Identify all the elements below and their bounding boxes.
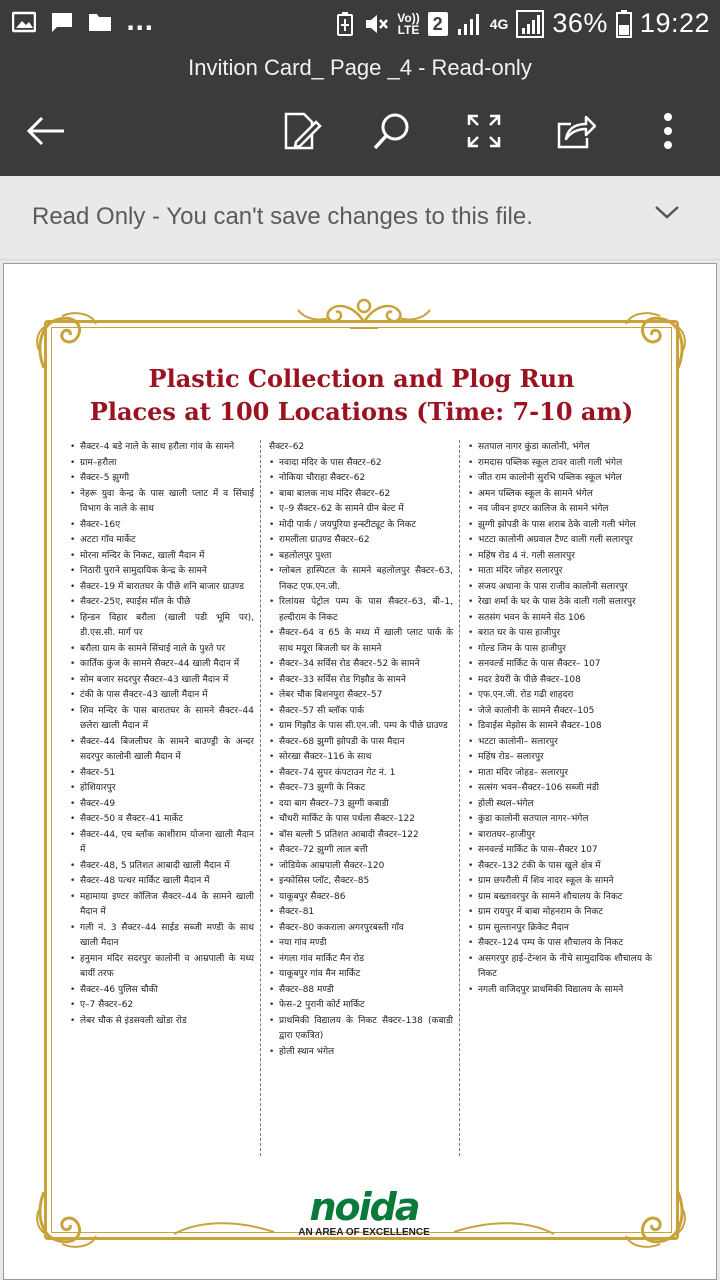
document-title: Invition Card_ Page _4 - Read-only <box>188 55 532 80</box>
share-button[interactable] <box>550 105 602 157</box>
location-item: • होली स्थान भंगेल <box>269 1045 453 1061</box>
location-item: • होली स्थल–भंगेल <box>468 797 652 813</box>
location-item: • हिन्डन विहार बरौला (खाली पडी भूमि पर), डी.एस.सी. मार्ग पर <box>70 611 254 642</box>
location-item: • सैक्टर–44, एच ब्लॉक काशीराम योजना खाली मैदान में <box>70 828 254 859</box>
message-icon <box>50 10 74 34</box>
location-item: • सैक्टर–74 सुपर कंपटाउन गेट नं. 1 <box>269 766 453 782</box>
location-item: • ग्राम–हरौला <box>70 456 254 472</box>
location-item: • सैक्टर–44 बिजलीघर के सामने बाउण्ड्री के अन्दर सदरपुर कालोनी खाली मैदान में <box>70 735 254 766</box>
battery-icon <box>616 10 632 38</box>
location-item: • सैक्टर–4 बडे नाले के साथ हरौला गांव के सामने <box>70 440 254 456</box>
location-item: • रामदास पब्लिक स्कूल टावर वाली गली भंगेल <box>468 456 652 472</box>
location-item: • लेबर चौक बिशनपुरा सैक्टर–57 <box>269 688 453 704</box>
location-item: • सैक्टर–80 ककराला अगरपुरबस्ती गॉव <box>269 921 453 937</box>
more-vert-icon <box>663 112 673 150</box>
location-item: • सैक्टर–64 व 65 के मध्य में खाली प्लाट पार्क के साथ मयूरा बिजली घर के सामने <box>269 626 453 657</box>
heading-line-1: Plastic Collection and Plog Run <box>148 364 575 393</box>
clock: 19:22 <box>639 8 710 38</box>
location-item: • बहलोलपुर पुश्ता <box>269 549 453 565</box>
location-item: • सैक्टर–51 <box>70 766 254 782</box>
location-item: • सैक्टर–88 मण्डी <box>269 983 453 999</box>
read-only-banner <box>0 176 720 260</box>
location-item: • असगरपुर हाई–टेन्शन के नीचे सामुदायिक शौचालय के निकट <box>468 952 652 983</box>
location-item: • नंगला गांव मार्किट मैन रोड <box>269 952 453 968</box>
location-item: • सनवर्ल्ड मार्किट के पास–सैक्टर 107 <box>468 843 652 859</box>
gallery-icon <box>12 11 36 33</box>
location-item: • नगली वाजिदपुर प्राथमिकी विद्यालय के सामने <box>468 983 652 999</box>
location-item: • गोल्ड जिम के पास हाजीपुर <box>468 642 652 658</box>
location-item: • भटटा कालोनी अग्रवाल टैण्ट वाली गली सलारपुर <box>468 533 652 549</box>
location-item: • डिवाईस मेझोस के सामने सैक्टर–108 <box>468 719 652 735</box>
fullscreen-button[interactable] <box>458 105 510 157</box>
battery-percent: 36% <box>552 8 608 38</box>
location-item: • सैक्टर–33 सर्विस रोड गिझौड के सामने <box>269 673 453 689</box>
status-bar <box>0 0 720 50</box>
location-item: • बॉस बल्ली 5 प्रतिशत आबादी सैक्टर–122 <box>269 828 453 844</box>
location-item: • नेहरू युवा केन्द्र के पास खाली प्लाट में व सिंचाई विभाग के नाले के साथ <box>70 487 254 518</box>
location-item: • ग्राम गिझौड के पास सी.एन.जी. पम्प के पीछे ग्राउण्ड <box>269 719 453 735</box>
fullscreen-icon <box>466 113 502 149</box>
location-item: • जेजे कालोनी के सामने सैक्टर–105 <box>468 704 652 720</box>
location-item: • ग्राम बख्तावरपुर के सामने शौचालय के निकट <box>468 890 652 906</box>
location-item: सैक्टर–62 <box>269 442 305 452</box>
heading-line-2: Places at 100 Locations (Time: 7-10 am) <box>89 397 634 426</box>
volte-indicator: Vo)) LTE <box>397 10 420 37</box>
location-item: • ग्राम छपरौली में शिव नादर स्कूल के सामने <box>468 874 652 890</box>
edit-document-icon <box>282 110 322 152</box>
location-item: • महिंष रोड– सलारपुर <box>468 750 652 766</box>
search-icon <box>372 111 412 151</box>
location-item: • माता मंदिर जोहर सलारपुर <box>468 564 652 580</box>
location-item: • लेबर चौक से इंडसवली खोडा रोड <box>70 1014 254 1030</box>
system-status <box>335 8 710 39</box>
sim-badge: 2 <box>428 12 448 36</box>
location-item: • सैक्टर–49 <box>70 797 254 813</box>
location-item: • हनुमान मंदिर सदरपुर कालोनी व आम्रपाली के मध्य बायीं तरफ <box>70 952 254 983</box>
location-item: • अमन पब्लिक स्कूल के सामने भंगेल <box>468 487 652 503</box>
search-button[interactable] <box>366 105 418 157</box>
location-item: • मोरना मन्दिर के निकट, खाली मैदान में <box>70 549 254 565</box>
location-item: • सैक्टर–124 पम्प के पास शौचालय के निकट <box>468 936 652 952</box>
location-item: • नोकिया चौराहा सैक्टर–62 <box>269 471 453 487</box>
logo-tagline: AN AREA OF EXCELLENCE <box>298 1227 430 1238</box>
location-item: • सैक्टर–68 झुग्गी झोपडी के पास मैदान <box>269 735 453 751</box>
location-item: • सोम बजार सदरपुर सैक्टर–43 खाली मैदान में <box>70 673 254 689</box>
location-item: • निठारी पुराने सामुदायिक केन्द्र के सामने <box>70 564 254 580</box>
location-item: • ए–7 सैक्टर–62 <box>70 998 254 1014</box>
location-item: • बारातघर–हाजीपुर <box>468 828 652 844</box>
location-item: • रेखा शर्मा के घर के पास ठेके वाली गली सलारपुर <box>468 595 652 611</box>
location-item: • सतपाल नागर कुंडा कालोनी, भंगेल <box>468 440 652 456</box>
location-item: • भटटा कालोनी– सलारपुर <box>468 735 652 751</box>
location-item: • नवादा मंदिर के पास सैक्टर–62 <box>269 456 453 472</box>
document-heading <box>44 362 679 428</box>
signal-outline-icon <box>516 10 544 38</box>
mute-icon <box>363 11 389 37</box>
location-item: • इन्फोसिस प्लॉट, सैक्टर–85 <box>269 874 453 890</box>
location-item: • सोरखा सैक्टर–116 के साथ <box>269 750 453 766</box>
location-item: • ए–9 सैक्टर–62 के सामने ग्रीन बेल्ट में <box>269 502 453 518</box>
back-button[interactable] <box>20 105 72 157</box>
noida-logo <box>294 1185 434 1238</box>
location-item: • नया गांव मण्डी <box>269 936 453 952</box>
share-icon <box>556 112 596 150</box>
location-item: • माता मंदिर जोहड– सलारपुर <box>468 766 652 782</box>
location-item: • मदर डेयरी के पीछे सैक्टर–108 <box>468 673 652 689</box>
location-item: • रामलीला ग्राउण्ड सैक्टर–62 <box>269 533 453 549</box>
location-item: • महामाया इण्टर कॉलिज सैक्टर–44 के सामने खाली मैदान में <box>70 890 254 921</box>
signal-icon <box>456 11 482 37</box>
more-options-button[interactable] <box>642 105 694 157</box>
location-item: • गली नं. 3 सैक्टर–44 साईड सब्जी मण्डी के साथ खाली मैदान <box>70 921 254 952</box>
location-item: • मोदी पार्क / जयपुरिया इन्स्टीट्यूट के निकट <box>269 518 453 534</box>
location-item: • फेस–2 पुरानी कोर्ट मार्किट <box>269 998 453 1014</box>
folder-icon <box>88 11 112 33</box>
location-item: • सैक्टर–57 सी ब्लॉक पार्क <box>269 704 453 720</box>
expand-banner-button[interactable] <box>654 204 680 224</box>
location-item: • रिलांयस पेट्रोल पम्प के पास सैक्टर–63, बी–1, हल्दीराम के निकट <box>269 595 453 626</box>
location-item: • सैक्टर–25ए, स्पाईस मॉल के पीछे <box>70 595 254 611</box>
location-item: • जोडियेक आम्रपाली सैक्टर–120 <box>269 859 453 875</box>
location-item: • बरौला ग्राम के सामने सिंचाई नाले के पुश्ते पर <box>70 642 254 658</box>
location-item: • सैक्टर–50 व सैक्टर–41 मार्केट <box>70 812 254 828</box>
location-item: • होशियारपुर <box>70 781 254 797</box>
location-item: • सैक्टर–34 सर्विस रोड सैक्टर–52 के सामने <box>269 657 453 673</box>
location-item: • दया बाग सैक्टर–73 झुग्गी कबाडी <box>269 797 453 813</box>
location-item: • सैक्टर–48 पत्थर मार्किट खाली मैदान में <box>70 874 254 890</box>
location-item: • सनवर्ल्ड मार्किट के पास सैक्टर– 107 <box>468 657 652 673</box>
location-item: • झुग्गी झोपडी के पास शराब ठेके वाली गली भंगेल <box>468 518 652 534</box>
document-viewport[interactable] <box>0 260 720 1280</box>
location-item: • सैक्टर–48, 5 प्रतिशत आबादी खाली मैदान में <box>70 859 254 875</box>
location-item: • ग्राम रायपुर में बाबा मोहनराम के निकट <box>468 905 652 921</box>
location-item: • ग्राम सुल्तानपुर क्रिकेट मैदान <box>468 921 652 937</box>
location-item: • शिव मन्दिर के पास बारातघर के सामने सैक्टर–44 छलेरा खाली मैदान में <box>70 704 254 735</box>
location-item: • सैक्टर–72 झुग्गी लाल बत्ती <box>269 843 453 859</box>
location-item: • कुंडा कालोनी सतपाल नागर–भंगेल <box>468 812 652 828</box>
location-item: • सत्संग भवन–सैक्टर–106 सब्जी मंडी <box>468 781 652 797</box>
app-bar <box>0 50 720 176</box>
location-item: • अटटा गॉव मार्केट <box>70 533 254 549</box>
location-item: • सैक्टर–16ए <box>70 518 254 534</box>
location-item: • नव जीवन इण्टर कालिज के सामने भंगेल <box>468 502 652 518</box>
location-item: • कार्तिक कुंज के सामने सैक्टर–44 खाली मैदान में <box>70 657 254 673</box>
location-item: • टंकी के पास सैक्टर–43 खाली मैदान में <box>70 688 254 704</box>
location-item: • सैक्टर–19 में बारातघर के पीछे शनि बाजार ग्राउण्ड <box>70 580 254 596</box>
location-item: • ग्लोबल हास्पिटल के सामने बहलोलपुर सैक्टर–63, निकट एफ.एन.जी. <box>269 564 453 595</box>
location-item: • सतसंग भवन के सामने सेठ 106 <box>468 611 652 627</box>
location-item: • एफ.एन.जी. रोड गढी शाहदरा <box>468 688 652 704</box>
location-item: • सैक्टर–46 पुलिस चौकी <box>70 983 254 999</box>
top-center-ornament-icon <box>294 288 434 332</box>
network-4g-text: 4G <box>489 15 509 32</box>
chevron-down-icon <box>654 204 680 220</box>
location-item: • चौधरी मार्किट के पास पर्थला सैक्टर–122 <box>269 812 453 828</box>
locations-list <box>70 440 658 1156</box>
more-notifications-text: ... <box>126 8 154 36</box>
location-item: • सैक्टर–132 टंकी के पास खुले क्षेत्र में <box>468 859 652 875</box>
location-item: • बरात घर के पास हाजीपुर <box>468 626 652 642</box>
location-item: • सैक्टर–5 झुग्गी <box>70 471 254 487</box>
document-page <box>3 263 717 1280</box>
back-arrow-icon <box>26 115 66 147</box>
locations-column-2 <box>260 440 459 1156</box>
location-item: • बाबा बालक नाथ मंदिर सैक्टर–62 <box>269 487 453 503</box>
corner-ornament-icon <box>32 1182 102 1252</box>
corner-ornament-icon <box>620 1182 690 1252</box>
locations-column-3 <box>459 440 658 1156</box>
location-item: • याकूबपुर गांव मैन मार्किट <box>269 967 453 983</box>
location-item: • जीत राम कालोनी सुरभि पब्लिक स्कूल भंगेल <box>468 471 652 487</box>
notification-icons <box>12 10 153 34</box>
location-item: • संजय अधाना के पास राजीव कालोनी सलारपुर <box>468 580 652 596</box>
read-only-message: Read Only - You can't save changes to this file. <box>32 203 533 230</box>
location-item: • सैक्टर–73 झुग्गी के निकट <box>269 781 453 797</box>
location-item: • सैक्टर–81 <box>269 905 453 921</box>
location-item: • याकूबपुर सैक्टर–86 <box>269 890 453 906</box>
edit-button[interactable] <box>276 105 328 157</box>
location-item: • महिंष रोड 4 नं. गली सलारपुर <box>468 549 652 565</box>
logo-wordmark: noida <box>309 1185 419 1229</box>
battery-saver-icon <box>335 11 355 37</box>
locations-column-1 <box>70 440 260 1156</box>
location-item: • प्राथमिकी विद्यालय के निकट सैक्टर–138 (कबाडी द्वारा एकत्रित) <box>269 1014 453 1045</box>
